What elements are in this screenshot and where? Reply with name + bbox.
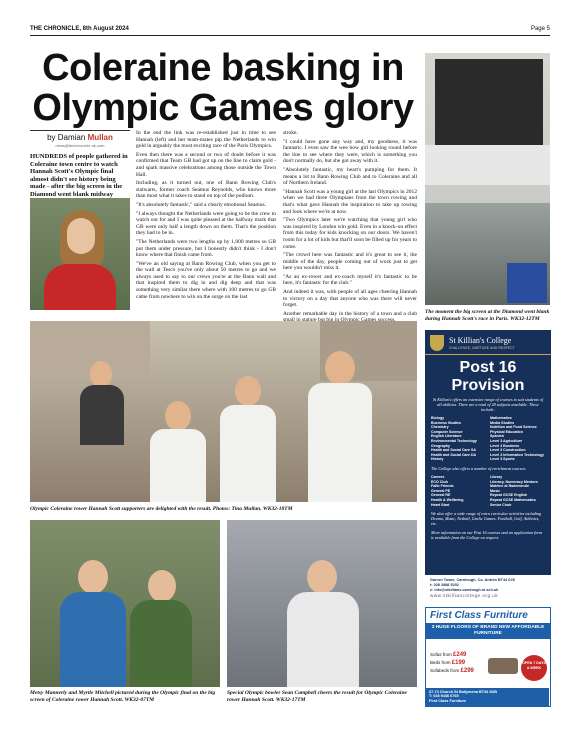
school-address: Garron Tower, Carnlough, Co. Antrim BT44 0JS — [430, 578, 516, 582]
school-header — [425, 330, 551, 355]
school-name: St Killian's College — [449, 336, 512, 345]
first-class-furniture-advert[interactable] — [425, 607, 551, 707]
paragraph: Another remarkable day in the history of a town and a club — [283, 310, 417, 317]
byline-email[interactable]: news@thechronicle.uk.com — [55, 143, 105, 148]
school-phone[interactable]: t: 028 2888 5202 — [430, 583, 459, 587]
paragraph: "Two Olympics later we're watching that young girl who was inspired by London win gold. Even in a knock-on effect from this today for kids knocking on our doors. We haven't room for a lot of kids but that'll soon be filled up for years to come. — [283, 217, 417, 250]
furniture-prices — [430, 651, 486, 675]
paragraph: And indeed it was, with people of all ages cheering Hannah to victory on a day that anyone who was there will never forget. — [283, 289, 417, 309]
supporters-crowd-photo — [30, 321, 417, 502]
byline-surname: Mullan — [87, 133, 113, 142]
masthead — [30, 26, 550, 36]
byline-prefix: by Damian — [47, 133, 88, 142]
open-badge: OPEN 7 DAYS A WEEK — [521, 655, 547, 681]
hannah-scott-portrait — [30, 198, 130, 310]
paragraph: Including, as it turned out, one of Bann Rowing Club's stalwarts, former coach Seamus Reynolds, who knows more than most what it takes to stand on top of the podium. — [136, 180, 276, 200]
school-motto: CHALLENGE, NURTURE AND RESPECT — [449, 346, 515, 350]
paragraph: "We've an old saying at Bann Rowing Club, when you get to the wall at Tesco you've only about 50 metres to go and we always used to say to our crews you're at the Bann wall and that inspired them to dig in and dig deep and that was something very similar there where with 100 metres to go GB came from nowhere to win on the surge on the last — [136, 260, 276, 300]
paragraph: "Hannah Scott was a young girl at the last Olympics in 2012 when we had three Olympians from the town rowing and that's what gave Hannah the inspiration to take up rowing and look where we're at now. — [283, 188, 417, 215]
article-column-2 — [283, 130, 417, 326]
enrichment-heading: The College also offers a number of enrichment courses: — [431, 465, 527, 471]
byline — [30, 130, 130, 148]
price-row: Beds from £199 — [430, 660, 466, 666]
caption-supporters: Olympic Coleraine rower Hannah Scott supporters are delighted with the result. Photos: Tina Mullan. WK32-18TM — [30, 506, 293, 512]
furniture-tagline: 3 HUGE FLOORS OF BRAND NEW AFFORDABLE FURNITURE — [426, 623, 550, 639]
furniture-footer: First Class Furniture — [429, 699, 467, 704]
bowler-cheering-photo — [227, 520, 417, 687]
st-killians-advert[interactable] — [425, 330, 551, 601]
page-number: Page 5 — [530, 26, 550, 32]
extra-curricular-note: We also offer a wide range of extra curricular activities including Drama, Music, Netball, Gaelic Games, Football, Golf, Athletics, etc. — [431, 511, 542, 527]
enrichment-list: Careers ECO Club Faith Friends General PE General RE Health & Wellbeing Heart Start Library Literacy, Numeracy Mentors Matéine at Rademende Music Repeat GCSE English Repeat GCSE Mathematics Senior Choir — [431, 474, 538, 507]
paragraph: In the end the link was re-established just in time to see Hannah (left) and her team-mates pip the Netherlands to win gold in arguably the most exciting race of the Paris Olympics. — [136, 130, 276, 150]
ad-title: Post 16 Provision — [451, 359, 525, 394]
headline: Coleraine basking in Olympic Games glory — [32, 47, 414, 129]
course-list: Biology Business Studies Chemistry Computer Science English Literature Environmental Technology Geography Health and Social Care SA Health and Social Care DA History Mathematics Media Studies Nutrition and Food Science Physical Education Spanish Level 3 Agriculture Level 3 Business Level 3 Construction Level 3 Information Technology Level 3 Sports — [431, 416, 544, 462]
paragraph: "Absolutely fantastic, my heart's pumping for them. It means a lot to Bann Rowing Club and to Coleraine and all of Northern Ireland. — [283, 166, 417, 187]
furniture-phone[interactable]: T: 028 9446 6765 — [429, 694, 459, 699]
apply-note: More information on our Post 16 courses and an application form is available from the College on request. — [431, 530, 543, 541]
price-row: Sofabeds from £299 — [430, 668, 474, 674]
intro-paragraph: HUNDREDS of people gathered in Coleraine town centre to watch Hannah Scott's Olympic final almost didn't see history being made - after the big screen in the Diamond went blank midway — [30, 153, 128, 198]
school-contact — [425, 575, 551, 601]
paragraph: Even then there was a second or two of doubt before it was confirmed that Team GB had got up on the line to claim gold - and spark massive celebrations among those outside the Town Hall. — [136, 151, 276, 178]
paragraph: "As an ex-rower and ex-coach myself it's fantastic to be here, it's fantastic for the club." — [283, 273, 417, 287]
big-screen-photo — [425, 53, 550, 305]
paragraph: "The Netherlands were two lengths up by 1,000 metres so GB put them under pressure, but I honestly didn't think - I don't know where that finish came from. — [136, 238, 276, 259]
paragraph: "The crowd here was fantastic and it's great to see it, the middle of the day, people coming out of work just to get here you wouldn't miss it. — [283, 252, 417, 272]
furniture-address: 67-73 Church St Ballymena BT43 6DB — [429, 689, 497, 694]
paragraph: stroke. — [283, 130, 298, 136]
price-row: Sofas from £249 — [430, 652, 467, 658]
paragraph: "It's absolutely fantastic," said a clearly emotional Seamus. — [136, 201, 266, 208]
paragraph: "I could have gone any way and, my goodness, it was fantastic. I even saw the wee bow girl looking round before the line to see where they were, which is something you don't normally do, but she got away with it. — [283, 138, 417, 165]
paragraph: "I always thought the Netherlands were going to be the crew to watch out for and I was quite pleased at the halfway mark that GB were only half a length down on them. That's the position they had to be in. — [136, 210, 276, 237]
two-women-photo — [30, 520, 220, 687]
ad-blurb: St Killian's offers an extensive range of courses to suit students of all abilities. There are a total of 28 subjects available. These include: — [432, 397, 544, 412]
paper-date: THE CHRONICLE, 8th August 2024 — [30, 26, 129, 32]
school-website[interactable]: www.stkilliancollege.org.uk — [430, 593, 499, 598]
sofa-image — [488, 658, 518, 674]
furniture-name: First Class Furniture — [430, 610, 528, 621]
school-email[interactable]: e: info@stkillians.carnlough.ni.sch.uk — [430, 588, 499, 592]
furniture-contact — [426, 688, 549, 706]
school-crest-icon — [430, 335, 444, 351]
caption-bowler: Special Olympic bowler Sean Campbell cheers the result for Olympic Coleraine rower Hannah Scott. WK32-17TM — [227, 690, 407, 703]
article-column-1 — [136, 130, 276, 302]
caption-two-women: Metsy Mannerly and Myrtle Mitchell pictured during the Olympic final on the big screen of Coleraine rower Hannah Scott. WK32-07TM — [30, 690, 216, 703]
caption-big-screen: The moment the big screen at the Diamond went blank during Hannah Scott's race in Paris. WK32-12TM — [425, 309, 550, 322]
